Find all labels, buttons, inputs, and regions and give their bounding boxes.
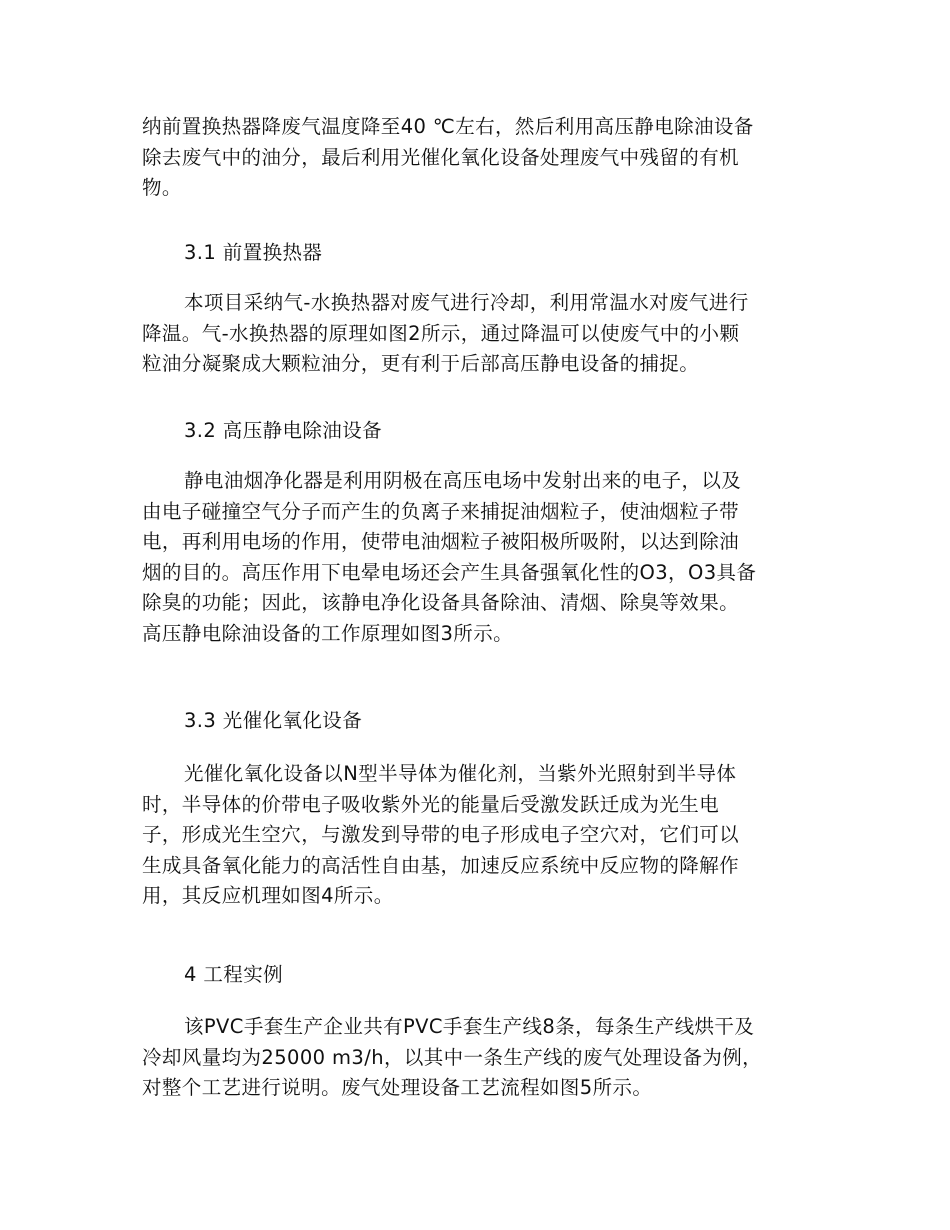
text-line: 电，再利用电场的作用，使带电油烟粒子被阳极所吸附，以达到除油: [142, 530, 740, 553]
text-line: 静电油烟净化器是利用阴极在高压电场中发射出来的电子，以及: [184, 469, 742, 492]
paragraph-intro-continued: [142, 112, 814, 204]
paragraph-3-3: [142, 759, 814, 912]
text-line: 纳前置换热器降废气温度降至40 ℃左右，然后利用高压静电除油设备: [142, 115, 754, 138]
text-line: 子，形成光生空穴，与激发到导带的电子形成电子空穴对，它们可以: [142, 823, 740, 846]
text-line: 物。: [142, 176, 182, 199]
text-line: 由电子碰撞空气分子而产生的负离子来捕捉油烟粒子，使油烟粒子带: [142, 499, 740, 523]
section-heading-3-2: 3.2 高压静电除油设备: [184, 419, 383, 442]
paragraph-4: [142, 1012, 814, 1104]
paragraph-3-1: [142, 288, 814, 380]
text-line: 烟的目的。高压作用下电晕电场还会产生具备强氧化性的O3，O3具备: [142, 560, 757, 584]
text-line: 高压静电除油设备的工作原理如图3所示。: [142, 621, 514, 645]
section-heading-4: 4 工程实例: [184, 963, 284, 986]
text-line: 时，半导体的价带电子吸收紫外光的能量后受激发跃迁成为光生电: [142, 792, 720, 816]
text-line: 粒油分凝聚成大颗粒油分，更有利于后部高压静电设备的捕捉。: [142, 352, 700, 375]
text-line: 光催化氧化设备以N型半导体为催化剂，当紫外光照射到半导体: [184, 762, 737, 785]
section-heading-3-3: 3.3 光催化氧化设备: [184, 709, 363, 732]
paragraph-3-2: [142, 466, 814, 649]
text-line: 冷却风量均为25000 m3/h，以其中一条生产线的废气处理设备为例，: [142, 1045, 763, 1069]
text-line: 用，其反应机理如图4所示。: [142, 884, 394, 907]
text-line: 除去废气中的油分，最后利用光催化氧化设备处理废气中残留的有机: [142, 145, 740, 169]
text-line: 降温。气-水换热器的原理如图2所示，通过降温可以使废气中的小颗: [142, 321, 740, 345]
text-line: 对整个工艺进行说明。废气处理设备工艺流程如图5所示。: [142, 1076, 653, 1099]
text-line: 除臭的功能；因此，该静电净化设备具备除油、清烟、除臭等效果。: [142, 591, 740, 614]
text-line: 该PVC手套生产企业共有PVC手套生产线8条，每条生产线烘干及: [184, 1015, 755, 1038]
text-line: 生成具备氧化能力的高活性自由基，加速反应系统中反应物的降解作: [142, 853, 740, 877]
section-heading-3-1: 3.1 前置换热器: [184, 241, 323, 264]
text-line: 本项目采纳气-水换热器对废气进行冷却，利用常温水对废气进行: [184, 291, 749, 314]
